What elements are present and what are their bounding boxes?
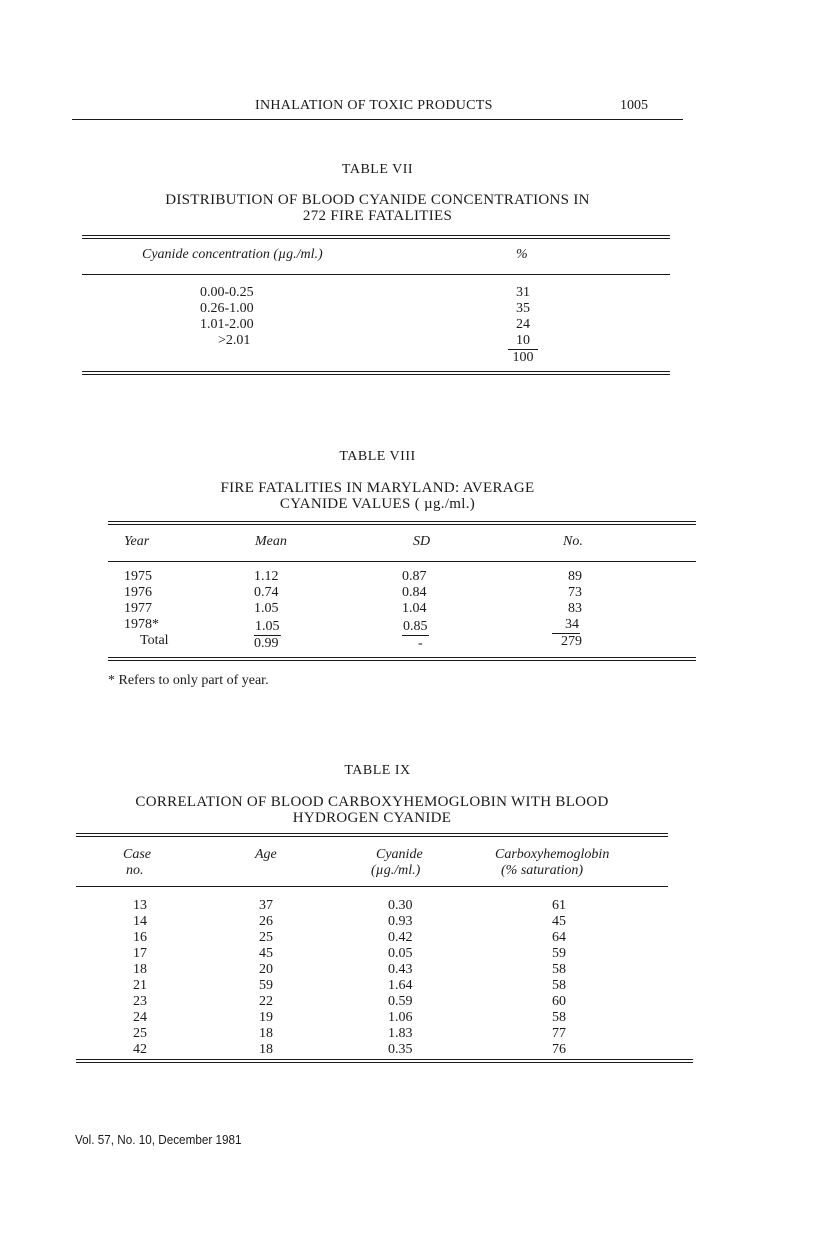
- table9-header-rule: [76, 886, 668, 887]
- table9-cyanide-cell: 0.35: [388, 1042, 413, 1057]
- table9-age-cell: 19: [259, 1010, 273, 1025]
- table8-year-cell: 1976: [124, 585, 152, 600]
- table9-cyanide-cell: 0.59: [388, 994, 413, 1009]
- table9-cohb-cell: 76: [552, 1042, 566, 1057]
- table8-bottom-rule: [108, 657, 696, 661]
- table9-header-carboxyhemoglobin: Carboxyhemoglobin: [495, 847, 610, 862]
- table8-sd-cell: 0.84: [402, 585, 427, 600]
- table9-cyanide-cell: 0.05: [388, 946, 413, 961]
- table8-no-cell: 89: [568, 569, 582, 584]
- table9-age-cell: 22: [259, 994, 273, 1009]
- table8-header-year: Year: [124, 534, 150, 549]
- table9-age-cell: 26: [259, 914, 273, 929]
- table9-case-cell: 17: [133, 946, 147, 961]
- table9-carboxyhemoglobin-column: [552, 898, 572, 1058]
- table9-cohb-cell: 61: [552, 898, 566, 913]
- table9-age-cell: 45: [259, 946, 273, 961]
- table7-percent-cell: 10: [508, 333, 538, 350]
- table9-header-carboxyhemoglobin-unit: (% saturation): [501, 863, 584, 878]
- table9-header-case-no: no.: [126, 863, 144, 878]
- table8-header-sd: SD: [413, 534, 431, 549]
- table9-cohb-cell: 58: [552, 1010, 566, 1025]
- header-rule: [72, 119, 683, 120]
- table9-cyanide-cell: 0.93: [388, 914, 413, 929]
- table9-case-column: [133, 898, 153, 1058]
- table7-percent-cell: 31: [516, 285, 530, 300]
- table9-case-cell: 25: [133, 1026, 147, 1041]
- table8-sd-cell: 1.04: [402, 601, 427, 616]
- table8-sd-cell: 0.87: [402, 569, 427, 584]
- table8-sd-cell: 0.85: [403, 619, 428, 634]
- running-header-title: INHALATION OF TOXIC PRODUCTS: [255, 98, 493, 113]
- table9-cyanide-cell: 0.43: [388, 962, 413, 977]
- table8-sd-column: [402, 569, 442, 652]
- table9-case-cell: 16: [133, 930, 147, 945]
- table8-header-rule: [108, 561, 696, 562]
- table9-cohb-cell: 58: [552, 962, 566, 977]
- table9-case-cell: 21: [133, 978, 147, 993]
- table7-title-line1: DISTRIBUTION OF BLOOD CYANIDE CONCENTRATIONS IN: [165, 192, 590, 208]
- table9-bottom-rule: [76, 1059, 693, 1063]
- table7-concentration-column: [200, 285, 300, 349]
- table9-age-column: [259, 898, 279, 1058]
- table8-year-cell: 1977: [124, 601, 152, 616]
- table9-title-line2: HYDROGEN CYANIDE: [292, 810, 452, 826]
- table8-total-mean: 0.99: [254, 636, 279, 651]
- journal-footer: Vol. 57, No. 10, December 1981: [75, 1132, 242, 1147]
- table7-header-concentration: Cyanide concentration (µg./ml.): [142, 247, 323, 262]
- table9-cohb-cell: 64: [552, 930, 566, 945]
- table9-age-cell: 25: [259, 930, 273, 945]
- table9-cohb-cell: 45: [552, 914, 566, 929]
- table9-case-cell: 24: [133, 1010, 147, 1025]
- table8-total-label: Total: [140, 633, 169, 648]
- page-number: 1005: [620, 98, 648, 113]
- table9-label: TABLE IX: [344, 763, 411, 778]
- table9-age-cell: 18: [259, 1042, 273, 1057]
- table9-case-cell: 42: [133, 1042, 147, 1057]
- table9-age-cell: 20: [259, 962, 273, 977]
- table9-case-cell: 14: [133, 914, 147, 929]
- table8-title-line2: CYANIDE VALUES ( µg./ml.): [279, 496, 476, 512]
- table9-cyanide-column: [388, 898, 428, 1058]
- table8-header-no: No.: [563, 534, 583, 549]
- table8-mean-cell: 1.05: [254, 601, 279, 616]
- table8-no-cell: 34: [552, 617, 580, 634]
- table8-year-column: [124, 569, 204, 649]
- table9-cyanide-cell: 1.83: [388, 1026, 413, 1041]
- table8-no-cell: 73: [568, 585, 582, 600]
- table7-header-percent: %: [516, 247, 528, 262]
- table9-header-cyanide-unit: (µg./ml.): [371, 863, 421, 878]
- table9-case-cell: 23: [133, 994, 147, 1009]
- table9-top-rule: [76, 833, 668, 837]
- table8-mean-column: [254, 569, 294, 652]
- table7-header-rule: [82, 274, 670, 275]
- table9-cyanide-cell: 1.64: [388, 978, 413, 993]
- table7-percent-cell: 24: [516, 317, 530, 332]
- table8-mean-cell: 1.05: [255, 619, 280, 634]
- table8-footnote: * Refers to only part of year.: [108, 673, 269, 688]
- table8-title-line1: FIRE FATALITIES IN MARYLAND: AVERAGE: [220, 480, 535, 496]
- table7-top-rule: [82, 235, 670, 239]
- table9-header-cyanide: Cyanide: [376, 847, 423, 862]
- table9-age-cell: 37: [259, 898, 273, 913]
- table9-cohb-cell: 77: [552, 1026, 566, 1041]
- table7-bottom-rule: [82, 371, 670, 375]
- table9-cohb-cell: 59: [552, 946, 566, 961]
- table9-cyanide-cell: 0.30: [388, 898, 413, 913]
- table9-cyanide-cell: 0.42: [388, 930, 413, 945]
- table8-total-sd: -: [418, 636, 423, 651]
- table9-age-cell: 59: [259, 978, 273, 993]
- table9-cohb-cell: 58: [552, 978, 566, 993]
- table8-mean-cell: 1.12: [254, 569, 279, 584]
- table7-percent-total: 100: [512, 350, 534, 365]
- table7-concentration-cell: >2.01: [218, 333, 251, 348]
- table8-mean-cell: 0.74: [254, 585, 279, 600]
- table9-cyanide-cell: 1.06: [388, 1010, 413, 1025]
- table9-header-age: Age: [255, 847, 277, 862]
- table9-header-case: Case: [123, 847, 151, 862]
- table9-age-cell: 18: [259, 1026, 273, 1041]
- table8-header-mean: Mean: [255, 534, 287, 549]
- table7-concentration-cell: 0.00-0.25: [200, 285, 254, 300]
- table8-top-rule: [108, 521, 696, 525]
- table8-year-cell: 1978*: [124, 617, 159, 632]
- table8-year-cell: 1975: [124, 569, 152, 584]
- table8-label: TABLE VIII: [339, 449, 416, 464]
- table7-percent-column: [508, 285, 538, 366]
- table9-title-line1: CORRELATION OF BLOOD CARBOXYHEMOGLOBIN WITH BLOOD: [135, 794, 609, 810]
- table7-label: TABLE VII: [341, 162, 414, 177]
- table9-case-cell: 13: [133, 898, 147, 913]
- table7-concentration-cell: 0.26-1.00: [200, 301, 254, 316]
- table9-cohb-cell: 60: [552, 994, 566, 1009]
- table7-title-line2: 272 FIRE FATALITIES: [302, 208, 453, 224]
- table7-concentration-cell: 1.01-2.00: [200, 317, 254, 332]
- table8-total-no: 279: [561, 634, 582, 649]
- table9-case-cell: 18: [133, 962, 147, 977]
- table8-no-column: [552, 569, 582, 650]
- table7-percent-cell: 35: [516, 301, 530, 316]
- table8-no-cell: 83: [568, 601, 582, 616]
